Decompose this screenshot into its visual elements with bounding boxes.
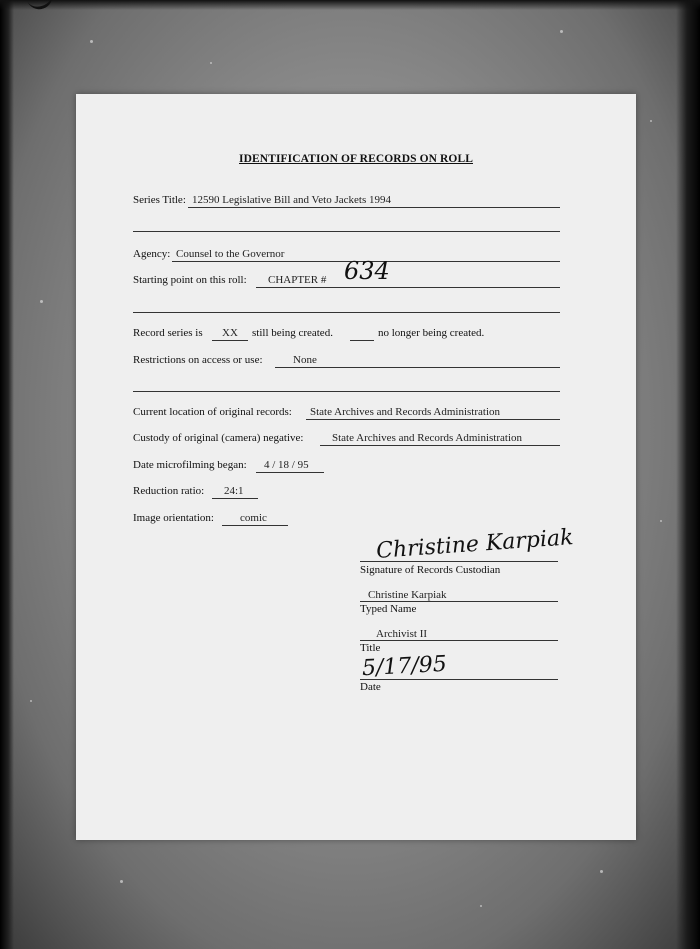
date-handwritten: 5/17/95	[361, 651, 448, 682]
signature-underline	[360, 561, 558, 562]
reduction-ratio-underline	[212, 498, 258, 499]
series-title-underline	[188, 207, 560, 208]
starting-point-underline	[256, 287, 560, 288]
image-orientation-underline	[222, 525, 288, 526]
dust-speck	[120, 880, 123, 883]
restrictions-label: Restrictions on access or use:	[133, 354, 263, 366]
image-orientation-label: Image orientation:	[133, 512, 214, 524]
date-began-underline	[256, 472, 324, 473]
typed-name-underline	[360, 601, 558, 602]
dust-speck	[90, 40, 93, 43]
dust-speck	[210, 62, 212, 64]
custody-underline	[320, 445, 560, 446]
starting-point-value: CHAPTER #	[268, 274, 327, 286]
date-began-value: 4 / 18 / 95	[264, 459, 309, 471]
record-series-mark: XX	[222, 327, 238, 339]
dust-speck	[650, 120, 652, 122]
dust-speck	[480, 905, 482, 907]
chapter-number-handwritten: 634	[344, 257, 390, 285]
record-series-prefix: Record series is	[133, 327, 203, 339]
typed-name-value: Christine Karpiak	[368, 589, 447, 601]
blank-line	[133, 312, 560, 313]
form-sheet	[76, 94, 636, 840]
date-began-label: Date microfilming began:	[133, 459, 247, 471]
film-edge-top	[0, 0, 700, 10]
dust-speck	[560, 30, 563, 33]
restrictions-underline	[275, 367, 560, 368]
film-edge-right	[676, 0, 700, 949]
current-location-value: State Archives and Records Administration	[310, 406, 501, 418]
reduction-ratio-label: Reduction ratio:	[133, 485, 205, 497]
title-underline	[360, 640, 558, 641]
signature-handwritten: Christine Karpiak	[375, 525, 575, 564]
dust-speck	[30, 700, 32, 702]
signature-label: Signature of Records Custodian	[360, 564, 501, 576]
custody-label: Custody of original (camera) negative:	[133, 432, 304, 444]
agency-label: Agency:	[133, 248, 171, 260]
series-title-label: Series Title:	[133, 194, 186, 206]
record-series-option-no-longer: no longer being created.	[378, 327, 485, 339]
form-title: IDENTIFICATION OF RECORDS ON ROLL	[239, 153, 473, 165]
date-underline	[360, 679, 558, 680]
blank-line	[133, 231, 560, 232]
series-title-value: 12590 Legislative Bill and Veto Jackets 1994	[192, 194, 391, 206]
restrictions-value: None	[293, 354, 317, 366]
custody-value: State Archives and Records Administration	[332, 432, 523, 444]
title-value: Archivist II	[376, 628, 428, 640]
film-edge-left	[0, 0, 14, 949]
current-location-underline	[306, 419, 560, 420]
reduction-ratio-value: 24:1	[224, 485, 244, 497]
record-series-blank-underline	[350, 340, 374, 341]
agency-value: Counsel to the Governor	[176, 248, 285, 260]
current-location-label: Current location of original records:	[133, 406, 292, 418]
image-orientation-value: comic	[240, 512, 267, 524]
dust-speck	[600, 870, 603, 873]
dust-speck	[40, 300, 43, 303]
starting-point-label: Starting point on this roll:	[133, 274, 247, 286]
title-label: Title	[360, 642, 381, 654]
dust-speck	[660, 520, 662, 522]
typed-name-label: Typed Name	[360, 603, 417, 615]
blank-line	[133, 391, 560, 392]
date-label: Date	[360, 681, 381, 693]
record-series-option-still: still being created.	[252, 327, 333, 339]
record-series-mark-underline	[212, 340, 248, 341]
